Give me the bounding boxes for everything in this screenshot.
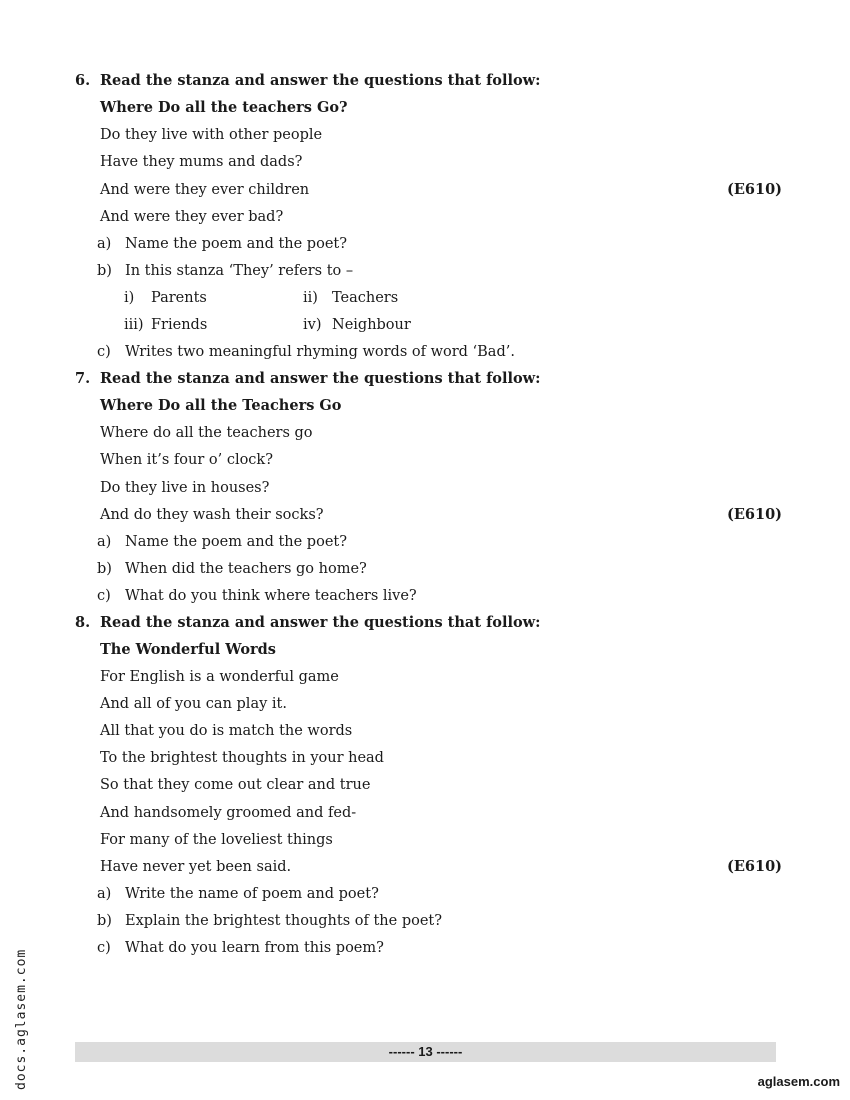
stanza-line: For English is a wonderful game <box>100 669 339 685</box>
option: Friends <box>151 317 208 333</box>
subquestion: Name the poem and the poet? <box>125 534 348 550</box>
option: Neighbour <box>332 317 411 333</box>
option-label: iii) <box>124 317 144 333</box>
subquestion: Name the poem and the poet? <box>125 236 348 252</box>
question-instruction: Read the stanza and answer the questions that follow: <box>100 370 541 387</box>
option-label: ii) <box>303 290 318 306</box>
stanza-line: And handsomely groomed and fed- <box>100 805 357 821</box>
question-code: (E610) <box>727 858 783 875</box>
option: Teachers <box>332 290 399 306</box>
subquestion-label: c) <box>97 588 111 604</box>
subquestion-label: b) <box>97 913 112 929</box>
question-instruction: Read the stanza and answer the questions that follow: <box>100 614 541 631</box>
stanza-line: Have they mums and dads? <box>100 154 303 170</box>
option-label: iv) <box>303 317 322 333</box>
stanza-line: All that you do is match the words <box>100 723 353 739</box>
stanza-line: Do they live with other people <box>100 127 323 143</box>
subquestion-label: a) <box>97 534 112 550</box>
subquestion-label: a) <box>97 886 112 902</box>
question-code: (E610) <box>727 181 783 198</box>
question-code: (E610) <box>727 506 783 523</box>
stanza-line: Do they live in houses? <box>100 480 270 496</box>
page-number: ------ 13 ------ <box>388 1044 463 1059</box>
poem-title: The Wonderful Words <box>100 641 276 658</box>
question-number: 7. <box>75 370 91 387</box>
question-number: 8. <box>75 614 91 631</box>
page-footer-bar <box>75 1042 776 1062</box>
question-instruction: Read the stanza and answer the questions that follow: <box>100 72 541 89</box>
subquestion: Explain the brightest thoughts of the poet? <box>125 913 443 929</box>
stanza-line: And were they ever children <box>100 182 310 198</box>
option: Parents <box>151 290 207 306</box>
stanza-line: So that they come out clear and true <box>100 777 371 793</box>
stanza-line: For many of the loveliest things <box>100 832 333 848</box>
stanza-line: And were they ever bad? <box>100 209 284 225</box>
side-watermark: docs.aglasem.com <box>14 948 29 1090</box>
subquestion-label: b) <box>97 561 112 577</box>
subquestion: What do you learn from this poem? <box>125 940 384 956</box>
stanza-line: And all of you can play it. <box>100 696 287 712</box>
question-number: 6. <box>75 72 91 89</box>
subquestion: What do you think where teachers live? <box>125 588 417 604</box>
subquestion: When did the teachers go home? <box>125 561 367 577</box>
brand-text: aglasem.com <box>757 1074 840 1089</box>
subquestion-label: c) <box>97 344 111 360</box>
poem-title: Where Do all the teachers Go? <box>100 99 348 116</box>
stanza-line: To the brightest thoughts in your head <box>100 750 384 766</box>
subquestion: Write the name of poem and poet? <box>125 886 379 902</box>
subquestion-label: c) <box>97 940 111 956</box>
stanza-line: Have never yet been said. <box>100 859 292 875</box>
subquestion: In this stanza ‘They’ refers to – <box>125 263 354 279</box>
subquestion: Writes two meaningful rhyming words of word ‘Bad’. <box>125 344 515 360</box>
option-label: i) <box>124 290 135 306</box>
stanza-line: When it’s four o’ clock? <box>100 452 273 468</box>
subquestion-label: a) <box>97 236 112 252</box>
subquestion-label: b) <box>97 263 112 279</box>
stanza-line: And do they wash their socks? <box>100 507 324 523</box>
poem-title: Where Do all the Teachers Go <box>100 397 342 414</box>
stanza-line: Where do all the teachers go <box>100 425 313 441</box>
